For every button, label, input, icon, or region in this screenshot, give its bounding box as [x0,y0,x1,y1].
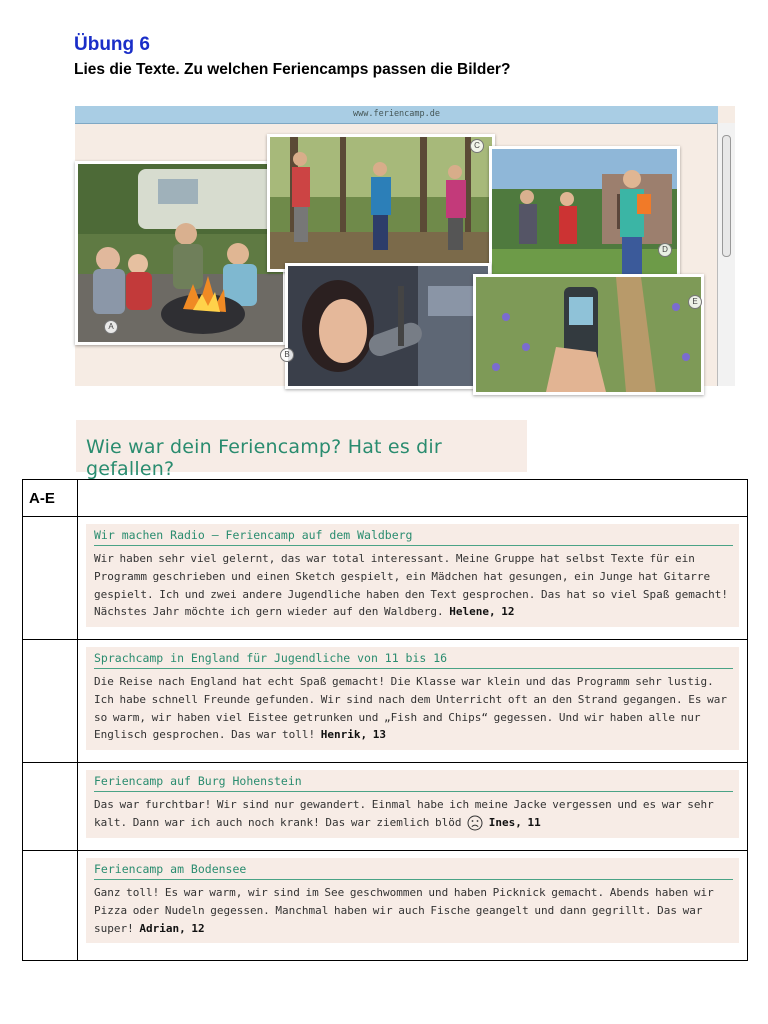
entry-text: Das war furchtbar! Wir sind nur gewandert. Einmal habe ich meine Jacke vergessen und es war sehr kalt. Dann war ich auch noch krank! Das war ziemlich blöd Ines, 11 [94,798,714,829]
entry-title: Wir machen Radio – Feriencamp auf dem Waldberg [94,528,733,546]
entry-cell [78,851,748,961]
section-subheading-box [76,420,527,480]
entry-text: Wir haben sehr viel gelernt, das war total interessant. Meine Gruppe hat selbst Texte für ein Programm geschrieben und einen Sketch gespielt, ein Mädchen hat gesungen, ein Junge hat Gitarre gespielt. Ich und zwei andere Jugendliche haben den Text gesprochen. Das hat so viel Spaß gemacht! Nächstes Jahr möchte ich gern wieder auf den Waldberg. Helene, 12 [94,552,729,619]
answer-table [22,479,748,961]
entry-cell [78,640,748,763]
header-empty-cell [78,480,748,517]
label-a: A [104,320,118,334]
scrollbar-thumb [722,135,731,257]
table-row [23,640,748,763]
answer-cell-1[interactable] [23,517,78,640]
entry-author: Ines, 11 [488,815,541,829]
section-subheading: Wie war dein Feriencamp? Hat es dir gefallen? [86,436,442,480]
entry-text: Ganz toll! Es war warm, wir sind im See geschwommen und haben Picknick gemacht. Abends haben wir Pizza oder Nudeln gegessen. Manchmal haben wir auch Fische geangelt und dann gegrillt. Das war super! Adrian, 12 [94,886,714,935]
feriencamp-collage [75,106,735,386]
label-d: D [658,243,672,257]
photo-d-castle [489,146,680,287]
url-bar: www.feriencamp.de [75,106,718,124]
entry-title: Feriencamp auf Burg Hohenstein [94,774,733,792]
entry-waldberg [86,524,739,627]
header-label-cell [23,480,78,517]
table-header-row [23,480,748,517]
label-e: E [688,295,702,309]
entry-author: Adrian, 12 [139,921,205,935]
answer-cell-3[interactable] [23,763,78,851]
entry-text: Die Reise nach England hat echt Spaß gemacht! Die Klasse war klein und das Programm sehr lustig. Ich habe schnell Freunde gefunden. Wir sind nach dem Unterricht oft an den Strand gegangen. Es war so warm, wir haben viel Eistee getrunken und „Fish and Chips“ gegessen. Und wir haben alle nur Englisch gesprochen. Das war toll! Henrik, 13 [94,675,728,742]
table-row [23,517,748,640]
exercise-instruction: Lies die Texte. Zu welchen Feriencamps passen die Bilder? [74,61,511,78]
photo-c-hiking [267,134,495,272]
exercise-heading: Übung 6 [74,34,150,55]
photo-e-gps [473,274,704,395]
entry-cell [78,517,748,640]
entry-author: Henrik, 13 [320,728,387,742]
answer-cell-4[interactable] [23,851,78,961]
table-row [23,763,748,851]
label-b: B [280,348,294,362]
answer-cell-2[interactable] [23,640,78,763]
entry-title: Feriencamp am Bodensee [94,862,733,880]
entry-bodensee [86,858,739,943]
scrollbar [717,123,735,386]
entry-england [86,647,739,750]
label-c: C [470,139,484,153]
entry-title: Sprachcamp in England für Jugendliche von 11 bis 16 [94,651,733,669]
photo-a-campfire [75,161,286,345]
entry-author: Helene, 12 [449,605,515,619]
entry-hohenstein [86,770,739,838]
table-row [23,851,748,961]
entry-cell [78,763,748,851]
frown-face-icon [467,815,483,831]
photo-b-radio [285,263,491,389]
header-label: A-E [29,490,55,507]
